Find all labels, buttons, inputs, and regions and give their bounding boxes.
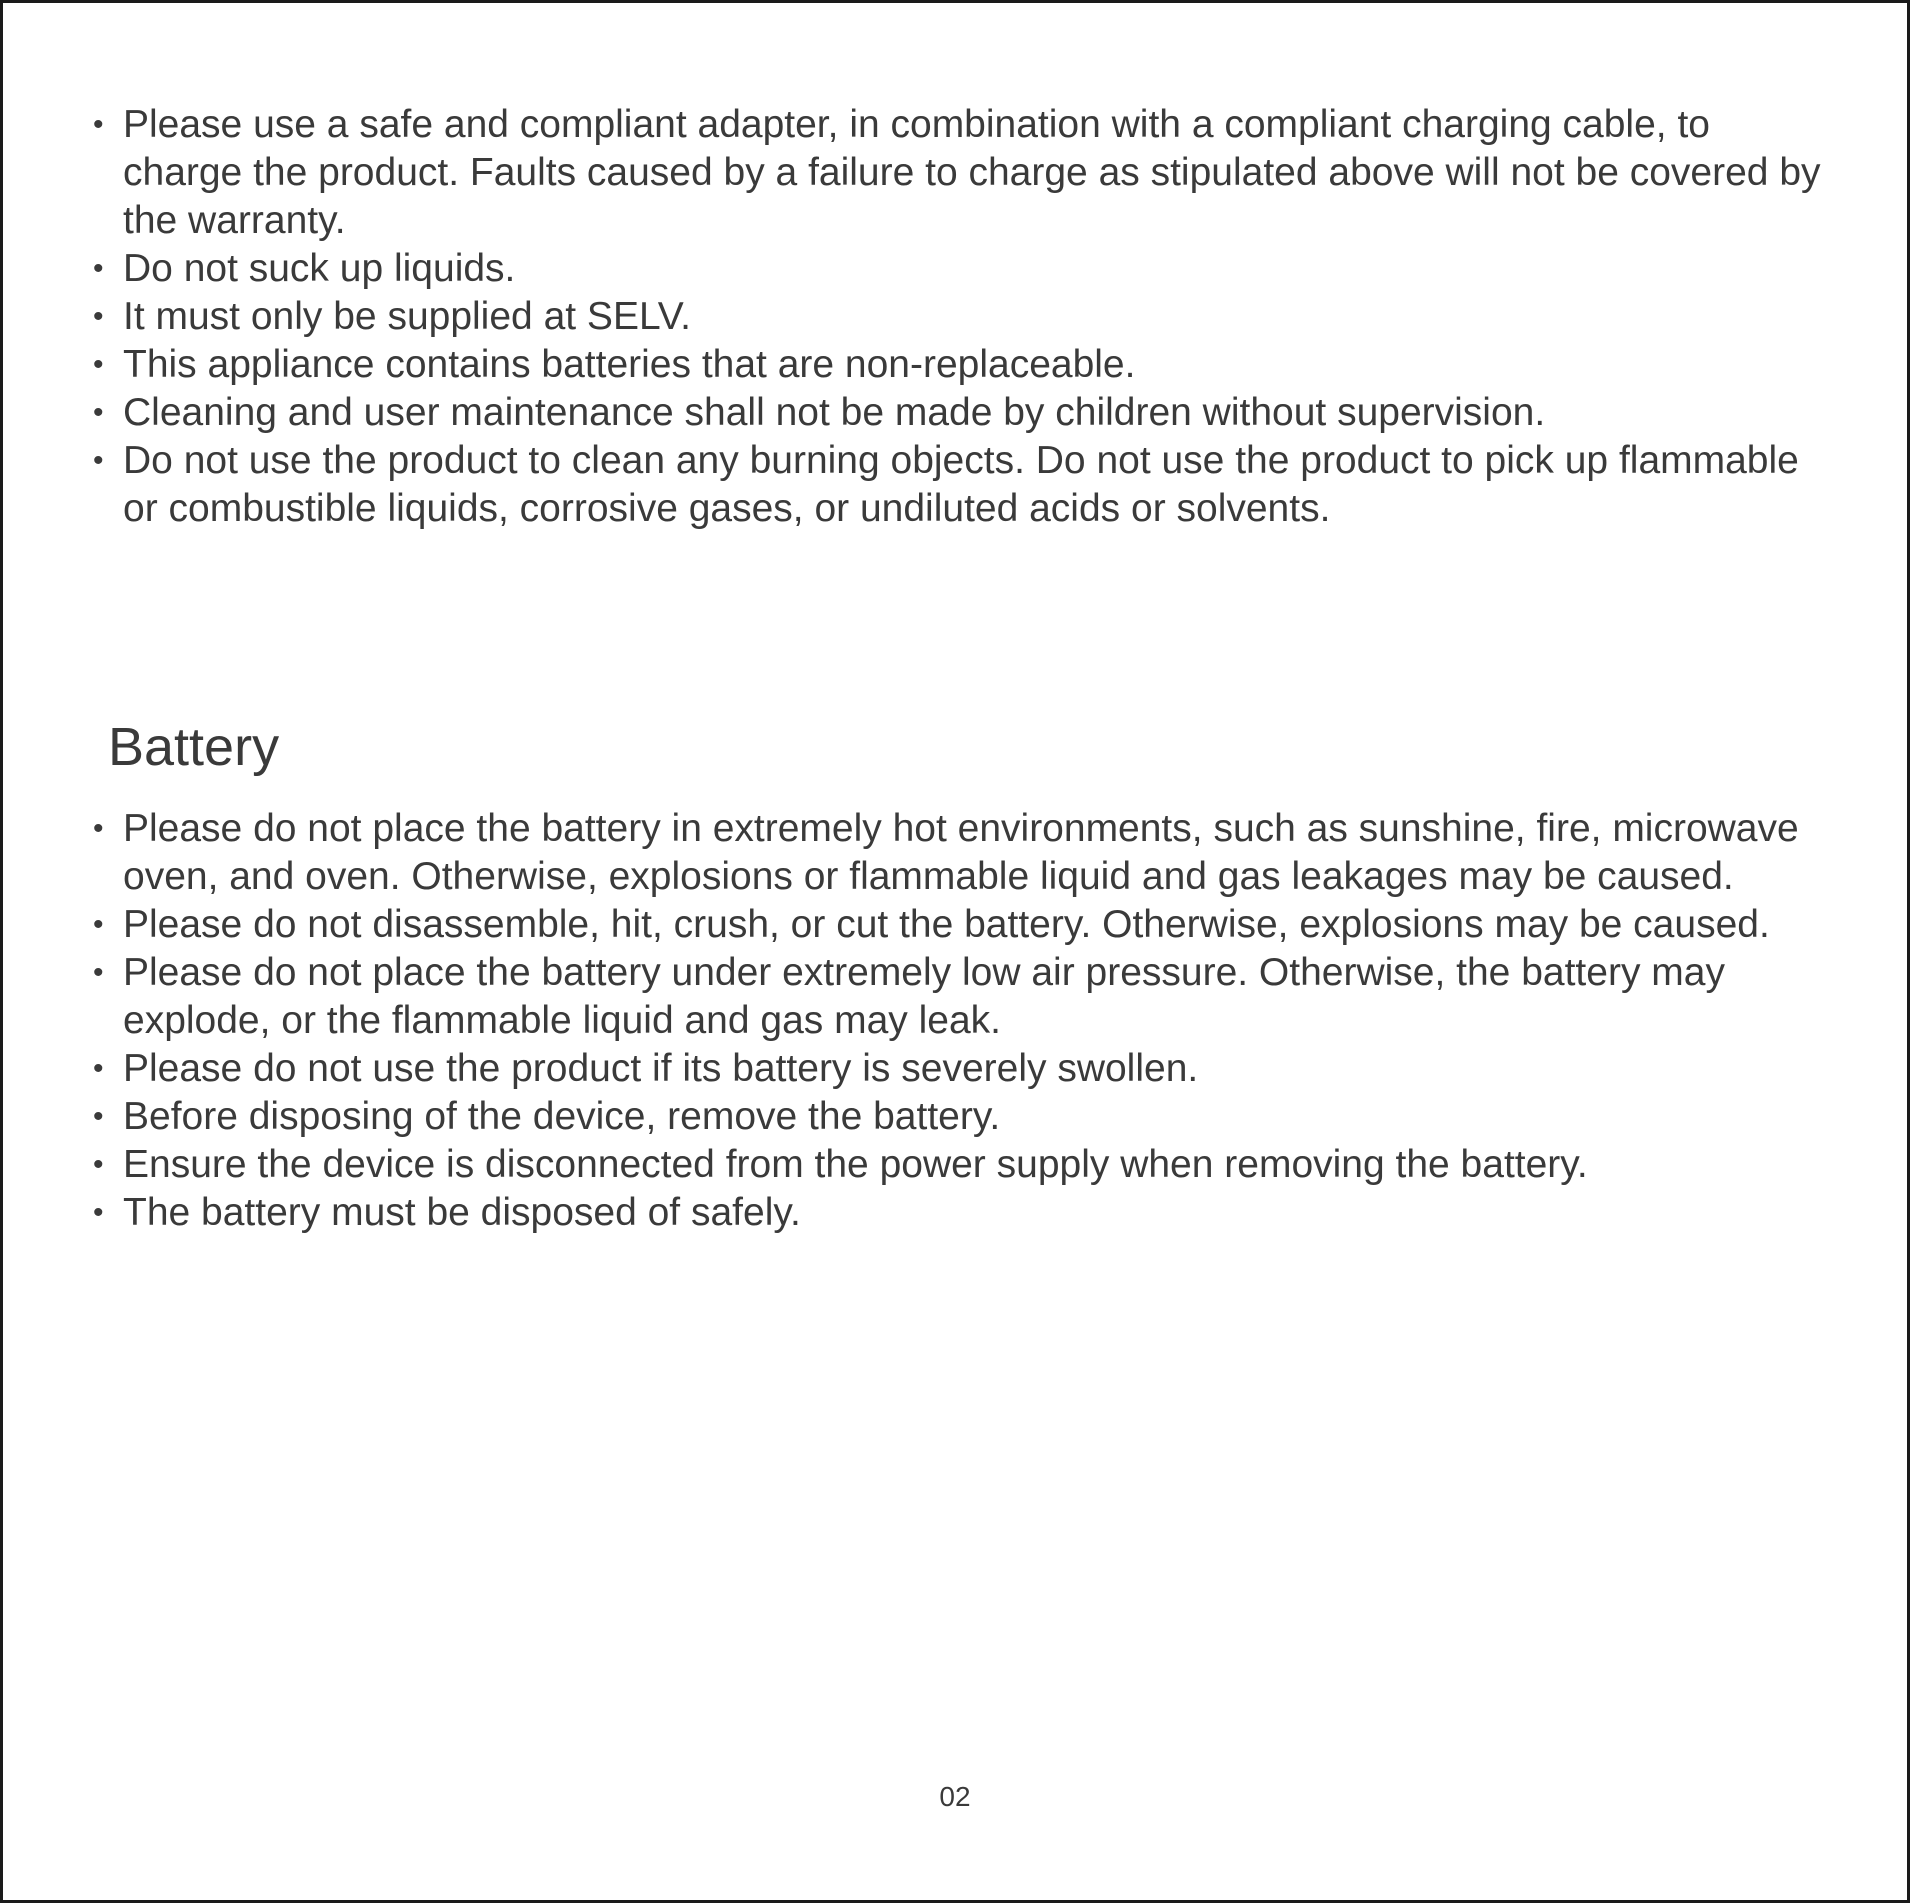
list-item — [93, 1189, 1833, 1237]
list-item — [93, 1141, 1833, 1189]
list-item-text: Ensure the device is disconnected from the power supply when removing the battery. — [123, 1143, 1588, 1186]
list-item — [93, 245, 1833, 293]
battery-heading: Battery — [108, 717, 280, 777]
list-item — [93, 293, 1833, 341]
bullet-icon: • — [93, 396, 104, 429]
bullet-icon: • — [93, 252, 104, 285]
list-item-text: It must only be supplied at SELV. — [123, 295, 692, 338]
bullet-icon: • — [93, 1100, 104, 1133]
battery-list — [93, 805, 1833, 1237]
bullet-icon: • — [93, 348, 104, 381]
bullet-icon: • — [93, 1148, 104, 1181]
list-item-text: Do not use the product to clean any burning objects. Do not use the product to pick up flammable or combustible liquids, corrosive gases, or undiluted acids or solvents. — [123, 439, 1799, 530]
list-item — [93, 901, 1833, 949]
bullet-icon: • — [93, 812, 104, 845]
list-item-text: Please do not disassemble, hit, crush, or cut the battery. Otherwise, explosions may be caused. — [123, 903, 1770, 946]
bullet-icon: • — [93, 108, 104, 141]
list-item — [93, 101, 1833, 245]
bullet-icon: • — [93, 908, 104, 941]
bullet-icon: • — [93, 444, 104, 477]
list-item — [93, 341, 1833, 389]
list-item-text: Before disposing of the device, remove the battery. — [123, 1095, 1001, 1138]
list-item-text: Cleaning and user maintenance shall not be made by children without supervision. — [123, 391, 1546, 434]
list-item — [93, 805, 1833, 901]
list-item-text: Do not suck up liquids. — [123, 247, 516, 290]
list-item-text: Please do not use the product if its battery is severely swollen. — [123, 1047, 1199, 1090]
bullet-icon: • — [93, 1196, 104, 1229]
list-item-text: Please do not place the battery under extremely low air pressure. Otherwise, the battery may explode, or the flammable liquid and gas may leak. — [123, 951, 1725, 1042]
list-item — [93, 389, 1833, 437]
list-item — [93, 1093, 1833, 1141]
list-item — [93, 1045, 1833, 1093]
safety-list — [93, 101, 1833, 533]
list-item-text: Please do not place the battery in extremely hot environments, such as sunshine, fire, microwave oven, and oven. Otherwise, explosions or flammable liquid and gas leakages may be caused. — [123, 807, 1799, 898]
list-item-text: Please use a safe and compliant adapter, in combination with a compliant charging cable, to charge the product. Faults caused by a failure to charge as stipulated above will not be covered by the warranty. — [123, 103, 1821, 242]
list-item — [93, 949, 1833, 1045]
bullet-icon: • — [93, 1052, 104, 1085]
page-number: 02 — [939, 1781, 971, 1812]
bullet-icon: • — [93, 956, 104, 989]
list-item-text: This appliance contains batteries that are non-replaceable. — [123, 343, 1136, 386]
list-item — [93, 437, 1833, 533]
list-item-text: The battery must be disposed of safely. — [123, 1191, 801, 1234]
bullet-icon: • — [93, 300, 104, 333]
